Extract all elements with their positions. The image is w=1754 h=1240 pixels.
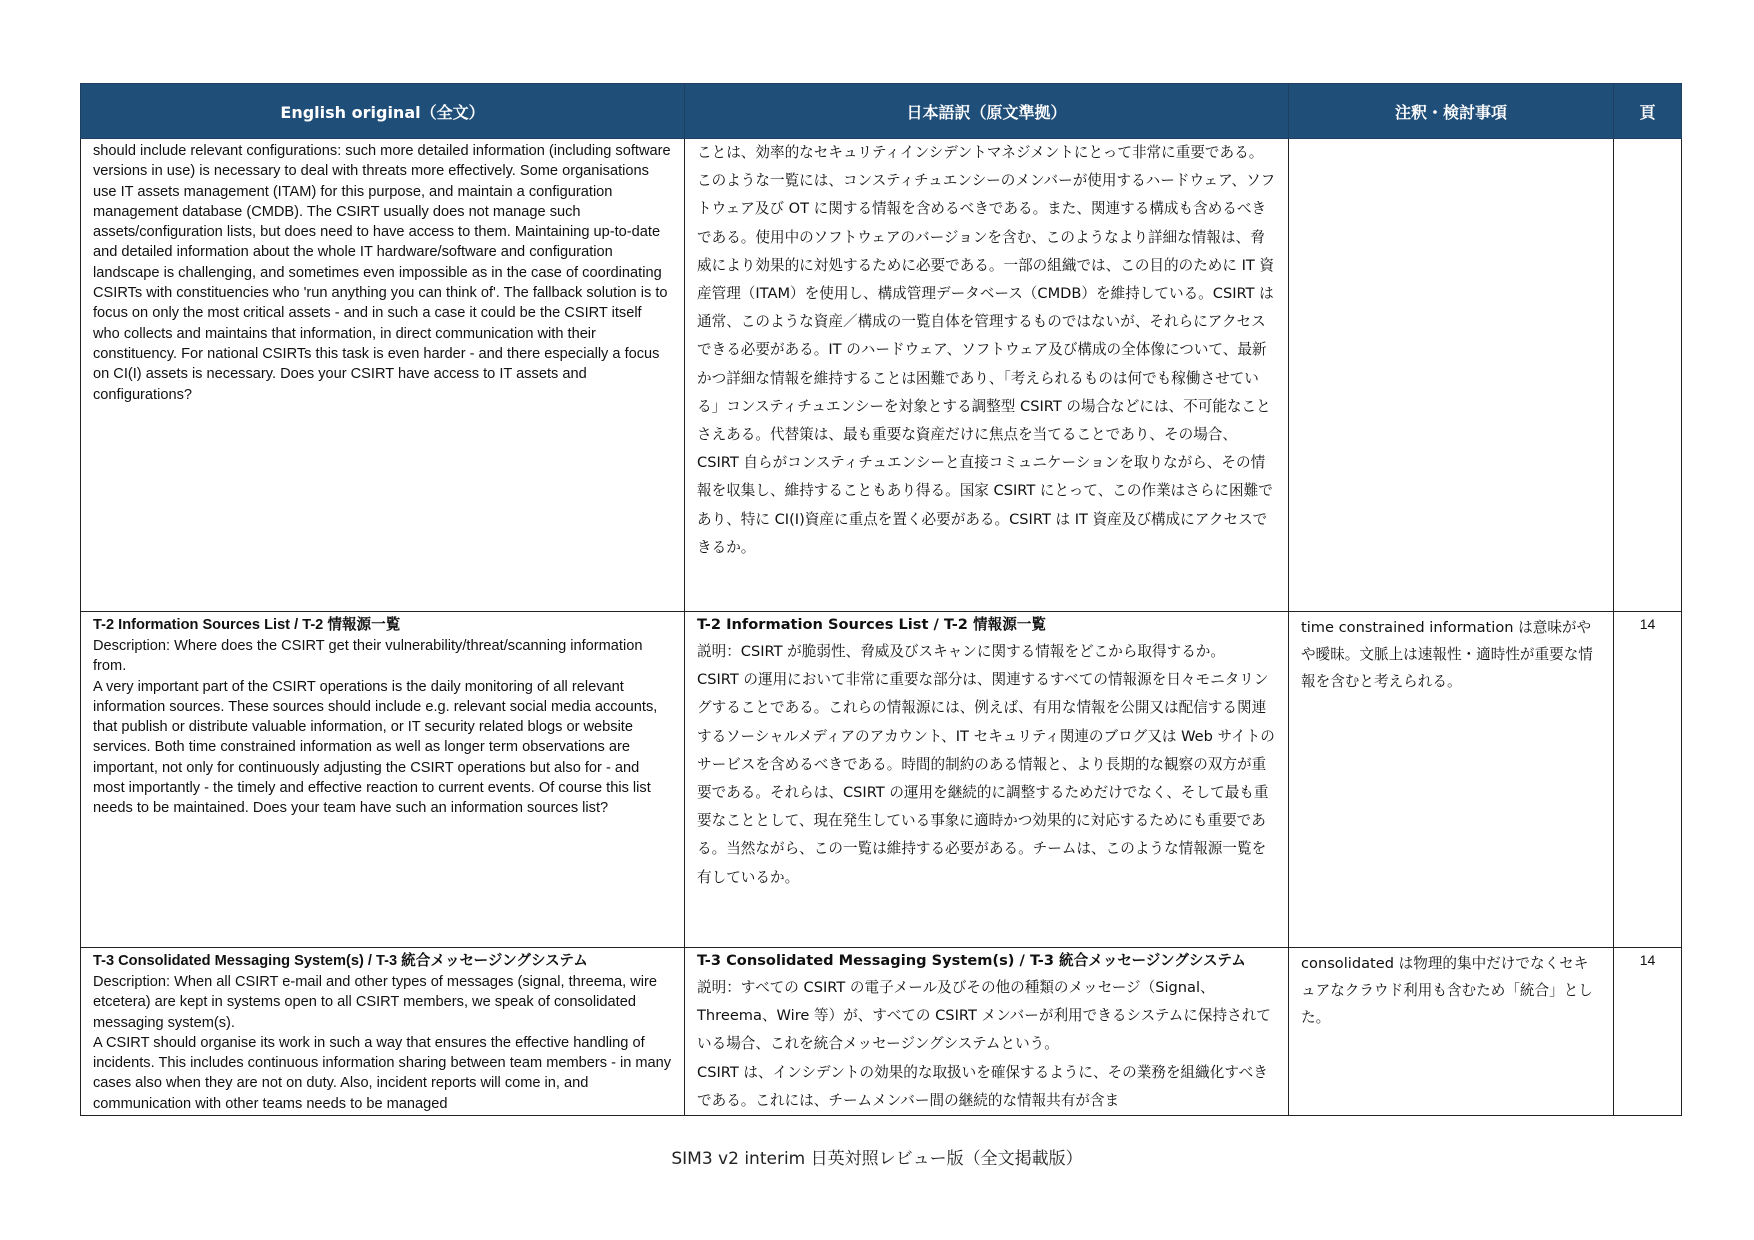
english-cell xyxy=(81,948,685,1116)
japanese-body: 説明：CSIRT が脆弱性、脅威及びスキャンに関する情報をどこから取得するか。 CSIRT の運用において非常に重要な部分は、関連するすべての情報源を日々モニタリングすることである。これらの情報源には、例えば、有用な情報を公開又は配信する関連するソーシャルメディアのアカウント、IT セキュリティ関連のブログ又は Web サイトのサービスを含めるべきである。時間的制約のある情報と、より長期的な観察の双方が重要である。それらは、CSIRT の運用を継続的に調整するためだけでなく、そして最も重要なこととして、現在発生している事象に適時かつ効果的に対応するためにも重要である。当然ながら、この一覧は維持する必要がある。チームは、このような情報源一覧を有しているか。 xyxy=(697,643,1275,886)
table-row xyxy=(81,139,1682,612)
header-notes: 注釈・検討事項 xyxy=(1289,84,1614,139)
note-cell: consolidated は物理的集中だけでなくセキュアなクラウド利用も含むため「統合」とした。 xyxy=(1289,948,1614,1116)
japanese-cell xyxy=(685,612,1289,948)
header-japanese: 日本語訳（原文準拠） xyxy=(685,84,1289,139)
page-cell: 14 xyxy=(1614,612,1682,948)
japanese-body: 説明：すべての CSIRT の電子メール及びその他の種類のメッセージ（Signal、Threema、Wire 等）が、すべての CSIRT メンバーが利用できるシステムに保持されている場合、これを統合メッセージングシステムという。 CSIRT は、インシデントの効果的な取扱いを確保するように、その業務を組織化すべきである。これには、チームメンバー間の継続的な情報共有が含ま xyxy=(697,979,1271,1109)
japanese-body: ことは、効率的なセキュリティインシデントマネジメントにとって非常に重要である。このような一覧には、コンスティチュエンシーのメンバーが使用するハードウェア、ソフトウェア及び OT に関する情報を含めるべきである。また、関連する構成も含めるべきである。使用中のソフトウェアのバージョンを含む、このようなより詳細な情報は、脅威により効果的に対処するために必要である。一部の組織では、この目的のために IT 資産管理（ITAM）を使用し、構成管理データベース（CMDB）を維持している。CSIRT は通常、このような資産／構成の一覧自体を管理するものではないが、それらにアクセスできる必要がある。IT のハードウェア、ソフトウェア及び構成の全体像について、最新かつ詳細な情報を維持することは困難であり、「考えられるものは何でも稼働させている」コンスティチュエンシーを対象とする調整型 CSIRT の場合などには、不可能なことさえある。代替策は、最も重要な資産だけに焦点を当てることであり、その場合、CSIRT 自らがコンスティチュエンシーと直接コミュニケーションを取りながら、その情報を収集し、維持することもあり得る。国家 CSIRT にとって、この作業はさらに困難であり、特に CI(I)資産に重点を置く必要がある。CSIRT は IT 資産及び構成にアクセスできるか。 xyxy=(697,144,1276,556)
comparison-table xyxy=(80,83,1682,1116)
english-body: should include relevant configurations: such more detailed information (including software versions in use) is necessary to deal with threats more effectively. Some organisations use IT assets management (ITAM) for this purpose, and maintain a configuration management database (CMDB). The CSIRT usually does not manage such assets/configuration lists, but does need to have access to them. Maintaining up-to-date and detailed information about the whole IT hardware/software and configuration landscape is challenging, and sometimes even impossible as in the case of coordinating CSIRTs with constituencies who 'run anything you can think of'. The fallback solution is to focus on only the most critical assets - and in such a case it could be the CSIRT itself who collects and maintains that information, in direct communication with their constituency. For national CSIRTs this task is even harder - and there especially a focus on CI(I) assets is necessary. Does your CSIRT have access to IT assets and configurations? xyxy=(93,143,671,403)
note-cell xyxy=(1289,139,1614,612)
header-page: 頁 xyxy=(1614,84,1682,139)
english-heading: T-2 Information Sources List / T-2 情報源一覧 xyxy=(93,617,401,633)
japanese-heading: T-2 Information Sources List / T-2 情報源一覧 xyxy=(697,616,1046,633)
page-cell xyxy=(1614,139,1682,612)
english-cell xyxy=(81,139,685,612)
page-cell: 14 xyxy=(1614,948,1682,1116)
english-heading: T-3 Consolidated Messaging System(s) / T-3 統合メッセージングシステム xyxy=(93,953,588,969)
comparison-table-wrapper xyxy=(80,83,1681,1116)
japanese-heading: T-3 Consolidated Messaging System(s) / T-3 統合メッセージングシステム xyxy=(697,952,1246,969)
english-body: Description: Where does the CSIRT get their vulnerability/threat/scanning information from. A very important part of the CSIRT operations is the daily monitoring of all relevant information sources. These sources should include e.g. relevant social media accounts, that publish or distribute valuable information, or IT security related blogs or website services. Both time constrained information as well as longer term observations are important, not only for continuously adjusting the CSIRT operations but also for - and most importantly - the timely and effective reaction to current events. Of course this list needs to be maintained. Does your team have such an information sources list? xyxy=(93,638,658,817)
japanese-cell xyxy=(685,948,1289,1116)
english-body: Description: When all CSIRT e-mail and other types of messages (signal, threema, wire etcetera) are kept in systems open to all CSIRT members, we speak of consolidated messaging system(s). A CSIRT should organise its work in such a way that ensures the effective handling of incidents. This includes continuous information sharing between team members - in many cases also when they are not on duty. Also, incident reports will come in, and communication with other teams needs to be managed xyxy=(93,974,672,1112)
header-english: English original（全文） xyxy=(81,84,685,139)
page-footer: SIM3 v2 interim 日英対照レビュー版（全文掲載版） xyxy=(671,1149,1083,1169)
english-cell xyxy=(81,612,685,948)
note-cell: time constrained information は意味がやや曖昧。文脈上は速報性・適時性が重要な情報を含むと考えられる。 xyxy=(1289,612,1614,948)
japanese-cell xyxy=(685,139,1289,612)
table-row xyxy=(81,948,1682,1116)
table-header-row xyxy=(81,84,1682,139)
table-row xyxy=(81,612,1682,948)
